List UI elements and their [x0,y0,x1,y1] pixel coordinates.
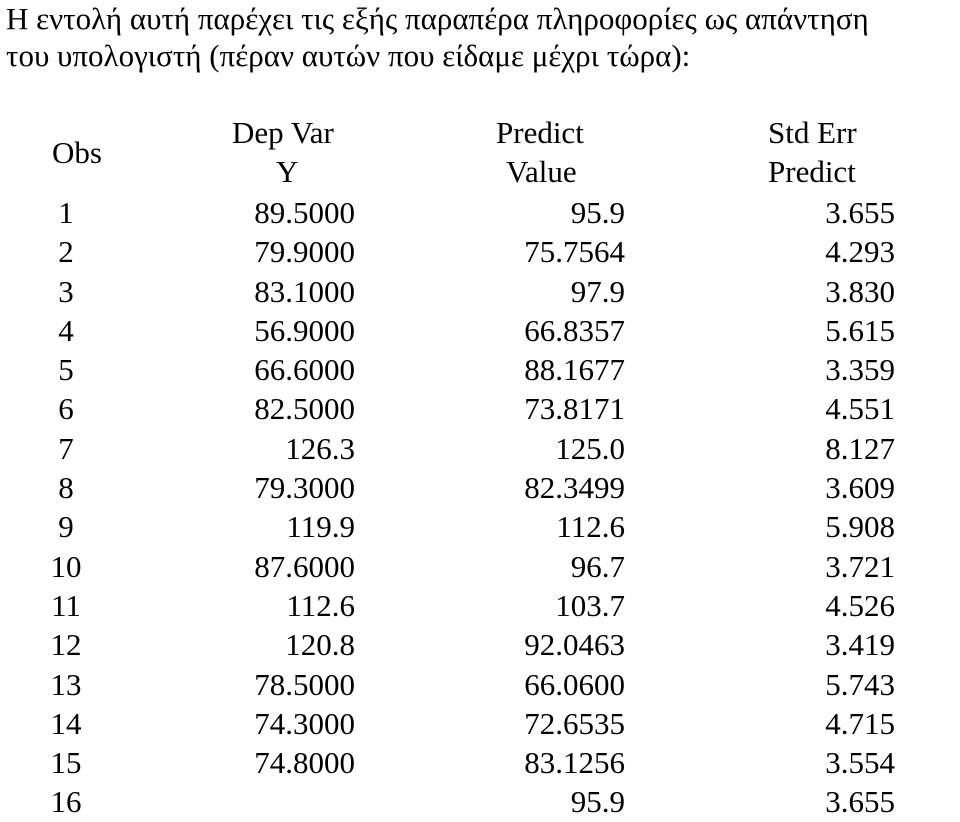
cell-se: 3.655 [825,195,895,230]
cell-dep: 74.3000 [254,705,355,741]
table-row [0,547,960,586]
cell-pred: 82.3499 [524,470,625,506]
table-row [0,311,960,350]
table-header [0,113,960,193]
cell-dep: 82.5000 [254,391,355,427]
cell-dep: 79.3000 [254,470,355,506]
cell-pred: 72.6535 [524,705,625,741]
cell-se: 3.359 [825,352,895,388]
cell-se: 8.127 [825,430,895,466]
table-row [0,389,960,428]
cell-obs: 7 [58,430,74,466]
table-row [0,704,960,743]
table-row [0,586,960,625]
cell-pred: 66.8357 [524,312,625,348]
header-std-err: Std Err [768,115,857,150]
cell-pred: 95.9 [570,195,625,230]
cell-obs: 16 [50,784,82,820]
cell-dep: 56.9000 [254,312,355,348]
cell-se: 4.293 [825,234,895,270]
cell-obs: 14 [50,705,82,741]
cell-pred: 88.1677 [524,352,625,388]
cell-se: 3.609 [825,470,895,506]
cell-se: 3.655 [825,784,895,820]
cell-pred: 96.7 [570,548,625,584]
cell-dep: 79.9000 [254,234,355,270]
cell-obs: 12 [50,627,82,663]
intro-paragraph [6,0,956,74]
cell-pred: 75.7564 [524,234,625,270]
cell-obs: 5 [58,352,74,388]
cell-se: 3.721 [825,548,895,584]
table-row [0,507,960,546]
cell-pred: 97.9 [570,273,625,309]
cell-obs: 4 [58,312,74,348]
regression-output-table [0,113,960,822]
cell-dep: 87.6000 [254,548,355,584]
table-row [0,625,960,664]
cell-pred: 66.0600 [524,666,625,702]
header-value: Value [506,154,577,189]
cell-obs: 13 [50,666,82,702]
cell-dep: 74.8000 [254,745,355,781]
cell-dep: 66.6000 [254,352,355,388]
cell-obs: 2 [58,234,74,270]
table-row [0,429,960,468]
cell-se: 3.419 [825,627,895,663]
cell-pred: 112.6 [556,509,625,545]
table-row [0,468,960,507]
intro-line-1: Η εντολή αυτή παρέχει τις εξής παραπέρα πληροφορίες ως απάντηση [6,1,869,36]
table-row [0,232,960,271]
cell-pred: 92.0463 [524,627,625,663]
cell-dep: 126.3 [285,430,355,466]
cell-dep: 78.5000 [254,666,355,702]
cell-obs: 9 [58,509,74,545]
table-row [0,665,960,704]
cell-se: 5.743 [825,666,895,702]
header-predict: Predict [496,115,584,150]
cell-obs: 10 [50,548,82,584]
cell-se: 4.715 [825,705,895,741]
header-std-err-predict: Predict [768,154,856,189]
table-row [0,743,960,782]
cell-obs: 3 [58,273,74,309]
cell-dep: 120.8 [285,627,355,663]
cell-pred: 103.7 [555,587,625,623]
cell-pred: 73.8171 [524,391,625,427]
cell-se: 3.554 [825,745,895,781]
cell-dep: 89.5000 [254,195,355,230]
header-obs: Obs [52,135,102,170]
cell-obs: 6 [58,391,74,427]
cell-obs: 8 [58,470,74,506]
intro-line-2: του υπολογιστή (πέραν αυτών που είδαμε μέχρι τώρα): [6,38,691,73]
cell-pred: 83.1256 [524,745,625,781]
cell-se: 5.615 [825,312,895,348]
cell-dep: 119.9 [286,509,355,545]
cell-obs: 15 [50,745,82,781]
cell-obs: 11 [51,587,81,623]
table-row [0,350,960,389]
cell-pred: 125.0 [555,430,625,466]
cell-dep: 112.6 [286,587,355,623]
cell-pred: 95.9 [570,784,625,820]
cell-obs: 1 [58,195,74,230]
cell-se: 4.526 [825,587,895,623]
cell-dep: 83.1000 [254,273,355,309]
table-body [0,193,960,822]
header-dep-var: Dep Var [232,115,334,150]
cell-se: 5.908 [825,509,895,545]
table-row [0,193,960,232]
header-dep-var-y: Y [276,154,299,189]
table-row [0,272,960,311]
cell-se: 4.551 [825,391,895,427]
cell-se: 3.830 [825,273,895,309]
